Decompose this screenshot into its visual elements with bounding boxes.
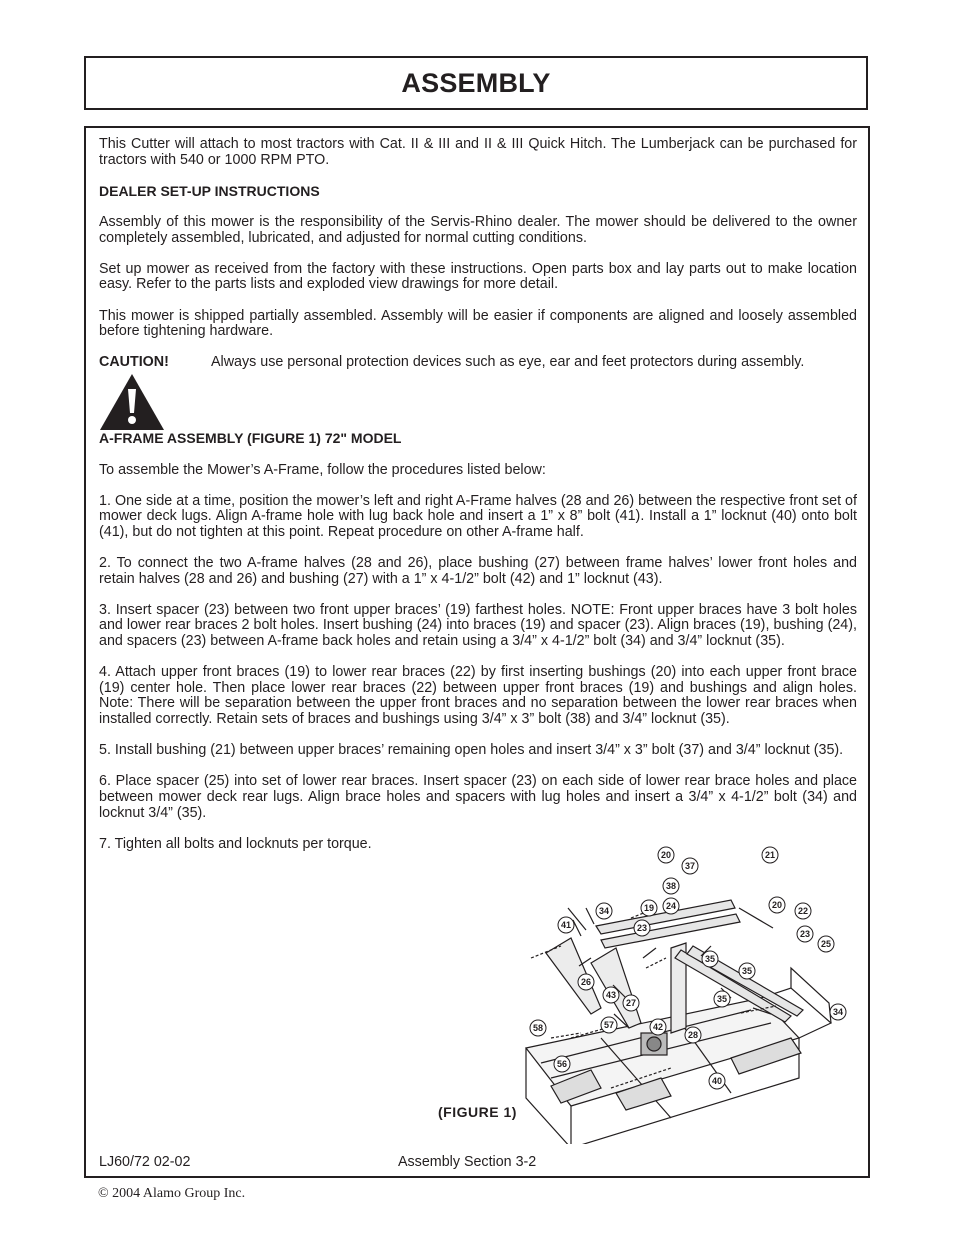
callout-19 [641,900,657,916]
caution-block [99,355,857,431]
caution-text: Always use personal protection devices such as eye, ear and feet protectors during assembly. [211,354,805,371]
callout-26 [578,974,594,990]
svg-text:23: 23 [799,929,811,939]
svg-text:22: 22 [797,906,809,916]
dealer-paragraph-1: Assembly of this mower is the responsibility of the Servis-Rhino dealer. The mower should be delivered to the owner completely assembled, lubricated, and adjusted for normal cutting conditions. [99,213,857,246]
callout-38 [663,878,679,894]
callout-28 [685,1027,701,1043]
step-2: 2. To connect the two A-frame halves (28 and 26), place bushing (27) between frame halves’ lower front holes and retain halves (28 and 26) and bushing (27) with a 1” x 4-1/2” bolt (42) and 1” locknut (43). [99,555,857,587]
svg-text:37: 37 [684,861,696,871]
svg-text:20: 20 [660,850,672,860]
aframe-intro: To assemble the Mower’s A-Frame, follow the procedures listed below: [99,461,546,478]
svg-text:35: 35 [704,954,716,964]
callout-58 [530,1020,546,1036]
step-6: 6. Place spacer (25) into set of lower rear braces. Insert spacer (23) on each side of lower rear brace holes and place between mower deck rear lugs. Align brace holes and spacers with lug holes and insert a 3/4” x 4-1/2” bolt (34) and locknut 3/4” (35). [99,773,857,821]
callout-23-b [797,926,813,942]
svg-text:34: 34 [832,1007,844,1017]
callout-21 [762,847,778,863]
callout-22 [795,903,811,919]
callout-27 [623,995,639,1011]
step-3: 3. Insert spacer (23) between two front upper braces’ (19) farthest holes. NOTE: Front upper braces have 3 bolt holes and lower rear braces 2 bolt holes. Insert bushing (24) into braces (19) and spacer (23). Align braces (19), bushing (24), and spacers (23) between A-frame back holes and retain using a 3/4” x 4-1/2” bolt (34) and 3/4” locknut (35). [99,601,857,650]
svg-text:35: 35 [716,994,728,1004]
svg-text:58: 58 [532,1023,544,1033]
callout-56 [554,1056,570,1072]
callout-20 [658,847,674,863]
caution-label: CAUTION! [99,354,169,371]
svg-text:35: 35 [741,966,753,976]
callout-23 [634,920,650,936]
svg-text:28: 28 [687,1030,699,1040]
svg-text:20: 20 [771,900,783,910]
section-page-number: Assembly Section 3-2 [398,1154,537,1170]
intro-paragraph: This Cutter will attach to most tractors with Cat. II & III and II & III Quick Hitch. The Lumberjack can be purchased for tractors with 540 or 1000 RPM PTO. [99,136,857,168]
dealer-setup-heading: DEALER SET-UP INSTRUCTIONS [99,182,320,199]
title-box [84,56,868,110]
svg-text:21: 21 [764,850,776,860]
step-1: 1. One side at a time, position the mower’s left and right A-Frame halves (28 and 26) between the respective front set of mower deck lugs. Align A-frame hole with lug back hole and insert a 1” x 8” bolt (41). Install a 1” locknut (40) onto bolt (41), but do not tighten at this point. Repeat procedure on other A-frame half. [99,492,857,540]
svg-text:43: 43 [605,990,617,1000]
callout-35 [702,951,718,967]
step-5: 5. Install bushing (21) between upper braces’ remaining open holes and insert 3/4” x 3” bolt (37) and 3/4” locknut (35). [99,742,844,759]
warning-triangle-icon [99,373,165,431]
dealer-paragraph-2: Set up mower as received from the factory with these instructions. Open parts box and lay parts out to make location easy. Refer to the parts lists and exploded view drawings for more detail. [99,260,857,293]
step-4: 4. Attach upper front braces (19) to lower rear braces (22) by first inserting bushings (20) into each upper front brace (19) center hole. Then place lower rear braces (22) between upper front braces (19) and bushings and align holes. Note: There will be separation between the upper front braces and no separation between the lower rear braces when installed correctly. Retain sets of braces and bushings using 3/4” x 3” bolt (38) and 3/4” locknut (35). [99,664,857,727]
svg-text:56: 56 [556,1059,568,1069]
svg-text:42: 42 [652,1022,664,1032]
instructions-body [99,137,857,868]
svg-text:24: 24 [665,901,677,911]
aframe-heading: A-FRAME ASSEMBLY (FIGURE 1) 72" MODEL [99,430,402,447]
svg-text:25: 25 [820,939,832,949]
svg-text:34: 34 [598,906,610,916]
svg-text:19: 19 [643,903,655,913]
dealer-paragraph-3: This mower is shipped partially assembled. Assembly will be easier if components are aligned and loosely assembled before tightening hardware. [99,307,857,340]
step-7: 7. Tighten all bolts and locknuts per torque. [99,835,372,852]
callout-34-b [830,1004,846,1020]
svg-text:26: 26 [580,977,592,987]
svg-text:38: 38 [665,881,677,891]
callout-35-b [739,963,755,979]
callout-43 [603,987,619,1003]
callout-57 [601,1017,617,1033]
callout-24 [663,898,679,914]
figure-caption: (FIGURE 1) [438,1104,517,1120]
callout-20-b [769,897,785,913]
callout-34 [596,903,612,919]
aframe-exploded-diagram [431,838,851,1144]
callout-35-c [714,991,730,1007]
page-title: ASSEMBLY [401,68,551,98]
svg-text:27: 27 [625,998,637,1008]
doc-code: LJ60/72 02-02 [99,1154,191,1170]
copyright-notice: © 2004 Alamo Group Inc. [98,1186,246,1201]
callout-25 [818,936,834,952]
svg-text:57: 57 [603,1020,615,1030]
callout-41 [558,917,574,933]
callout-37 [682,858,698,874]
svg-text:40: 40 [711,1076,723,1086]
svg-text:41: 41 [560,920,572,930]
callout-40 [709,1073,725,1089]
callout-42 [650,1019,666,1035]
content-box [84,126,870,1178]
svg-text:23: 23 [636,923,648,933]
